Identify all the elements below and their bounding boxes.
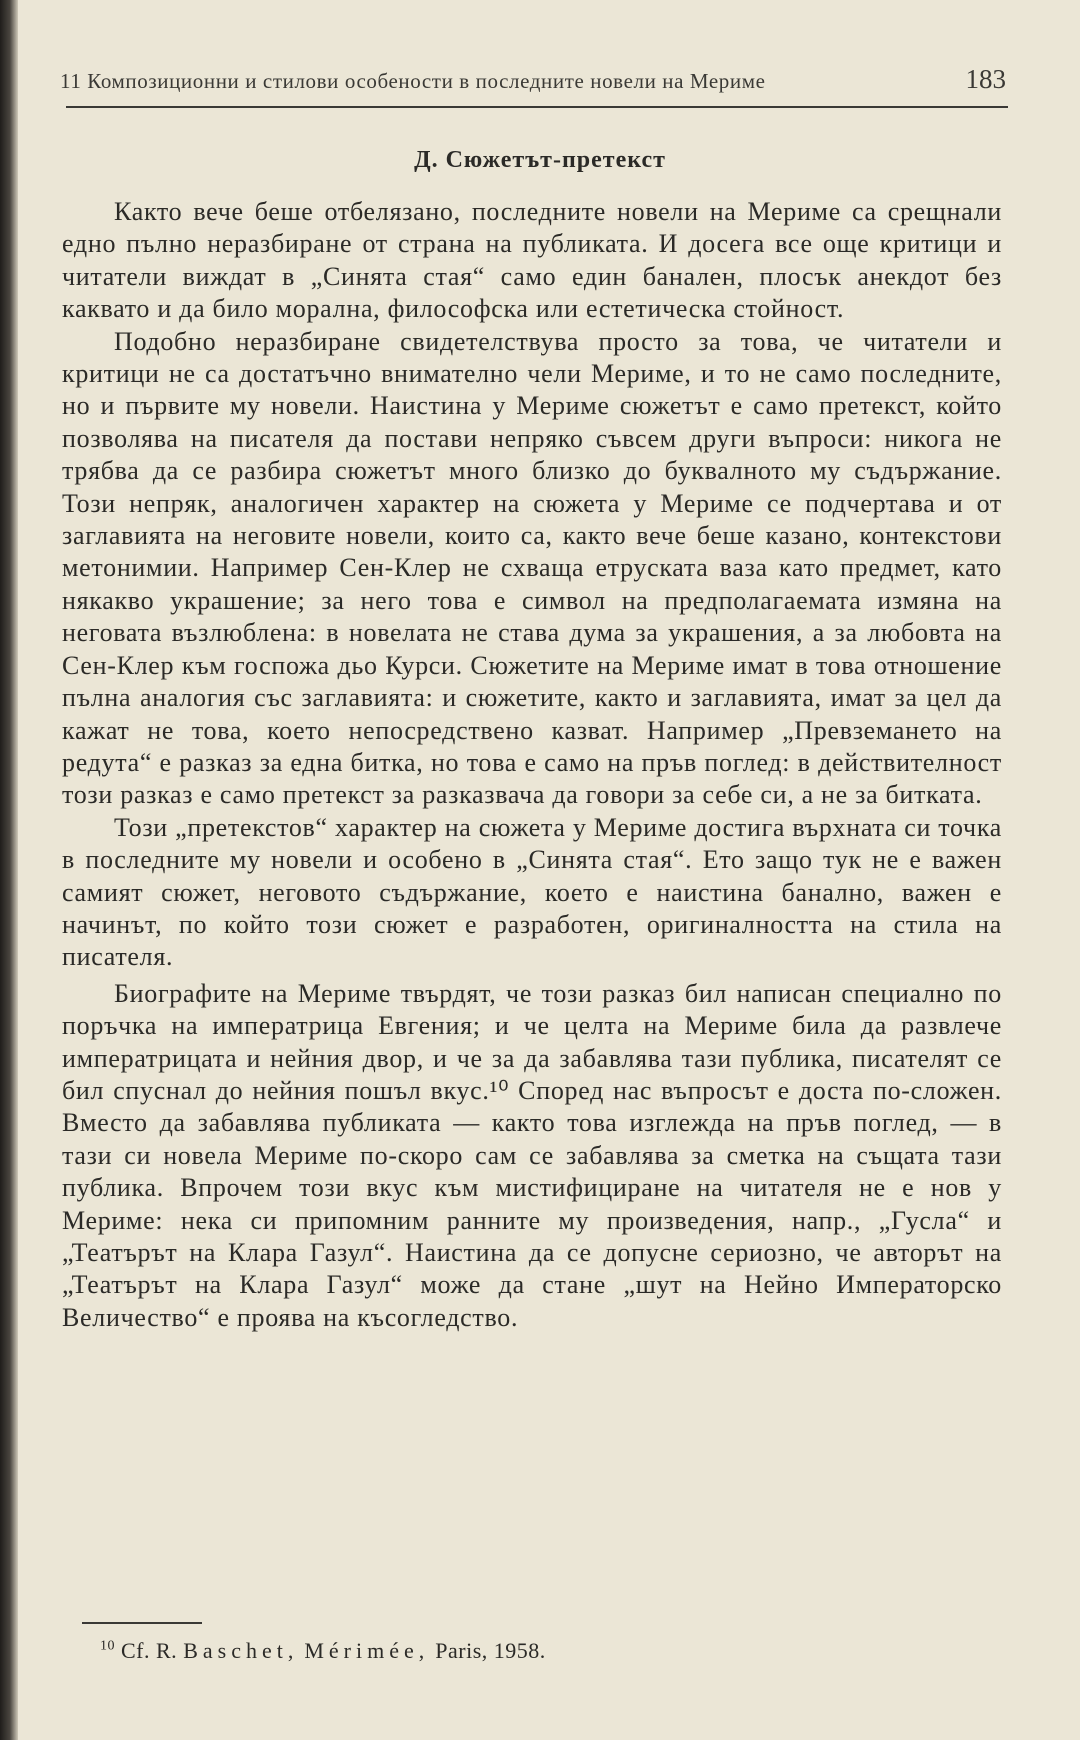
paragraph: Както вече беше отбелязано, последните новели на Мериме са срещнали едно пълно неразбиране от страна на публиката. И досега все още критици и читатели виждат в „Синята стая“ само един банален, плосък анекдот без каквато и да било морална, философска или естетическа стойност. xyxy=(62,197,1002,324)
paragraph: Подобно неразбиране свидетелствува просто за това, че читатели и критици не са достатъчно внимателно чели Мериме, и то не само последните, но и първите му новели. Наистина у Мериме сюжетът е само претекст, който позволява на писателя да постави непряко съвсем други въпроси: никога не трябва да се разбира сюжетът много близко до буквалното му съдържание. Този непряк, аналогичен характер на сюжета у Мериме се подчертава и от заглавията на неговите новели, които са, както вече беше казано, контекстови метонимии. Например Сен-Клер не схваща етруската ваза като предмет, като някакво украшение; за него това е символ на предполагаемата измяна на неговата възлюблена: в новелата не става дума за украшения, а за любовта на Сен-Клер към госпожа дьо Курси. Сюжетите на Мериме имат в това отношение пълна аналогия със заглавията: и сюжетите, както и заглавията, имат за цел да кажат не това, което непосредствено казват. Например „Превземането на редута“ е разказ за една битка, но това е само на пръв поглед: в действителност този разказ е само претекст за разказвача да говори за себе си, а не за битката. xyxy=(62,326,1002,810)
footnote-work: Mérimée, xyxy=(304,1638,430,1663)
header-rule xyxy=(66,106,1008,108)
paragraph: Този „претекстов“ характер на сюжета у Мериме достига върхната си точка в последните му новели и особено в „Синята стая“. Ето защо тук не е важен самият сюжет, неговото съдържание, което е наистина банално, важен е начинът, по който този сюжет е разработен, оригиналността на стила на писателя. xyxy=(62,812,1002,972)
footnote xyxy=(100,1638,980,1664)
page-number: 183 xyxy=(965,64,1006,94)
footnote-marker: 10 xyxy=(100,1638,115,1654)
footnote-prefix: Cf. R. xyxy=(121,1638,178,1663)
running-title: 11 Композиционни и стилови особености в последните новели на Мериме xyxy=(60,69,766,93)
book-spine-shadow xyxy=(0,0,18,1740)
running-header xyxy=(60,64,1006,95)
footnote-author: Baschet, xyxy=(183,1638,299,1663)
footnote-rest: Paris, 1958. xyxy=(435,1638,546,1663)
body-text xyxy=(62,196,1002,1334)
footnote-rule xyxy=(82,1622,202,1624)
paragraph: Биографите на Мериме твърдят, че този разказ бил написан специално по поръчка на императрица Евгения; и че целта на Мериме била да развлече императрицата и нейния двор, и че за да забавлява тази публика, писателят се бил спуснал до нейния пошъл вкус.¹⁰ Според нас въпросът е доста по-сложен. Вместо да забавлява публиката — както това изглежда на пръв поглед, — в тази си новела Мериме по-скоро сам се забавлява за сметка на същата тази публика. Впрочем този вкус към мистифициране на читателя не е нов у Мериме: нека си припомним ранните му произведения, напр., „Гусла“ и „Театърът на Клара Газул“. Наистина да се допусне сериозно, че авторът на „Театърът на Клара Газул“ може да стане „шут на Нейно Императорско Величество“ е проява на късогледство. xyxy=(62,978,1002,1332)
section-title: Д. Сюжетът-претекст xyxy=(414,147,666,173)
